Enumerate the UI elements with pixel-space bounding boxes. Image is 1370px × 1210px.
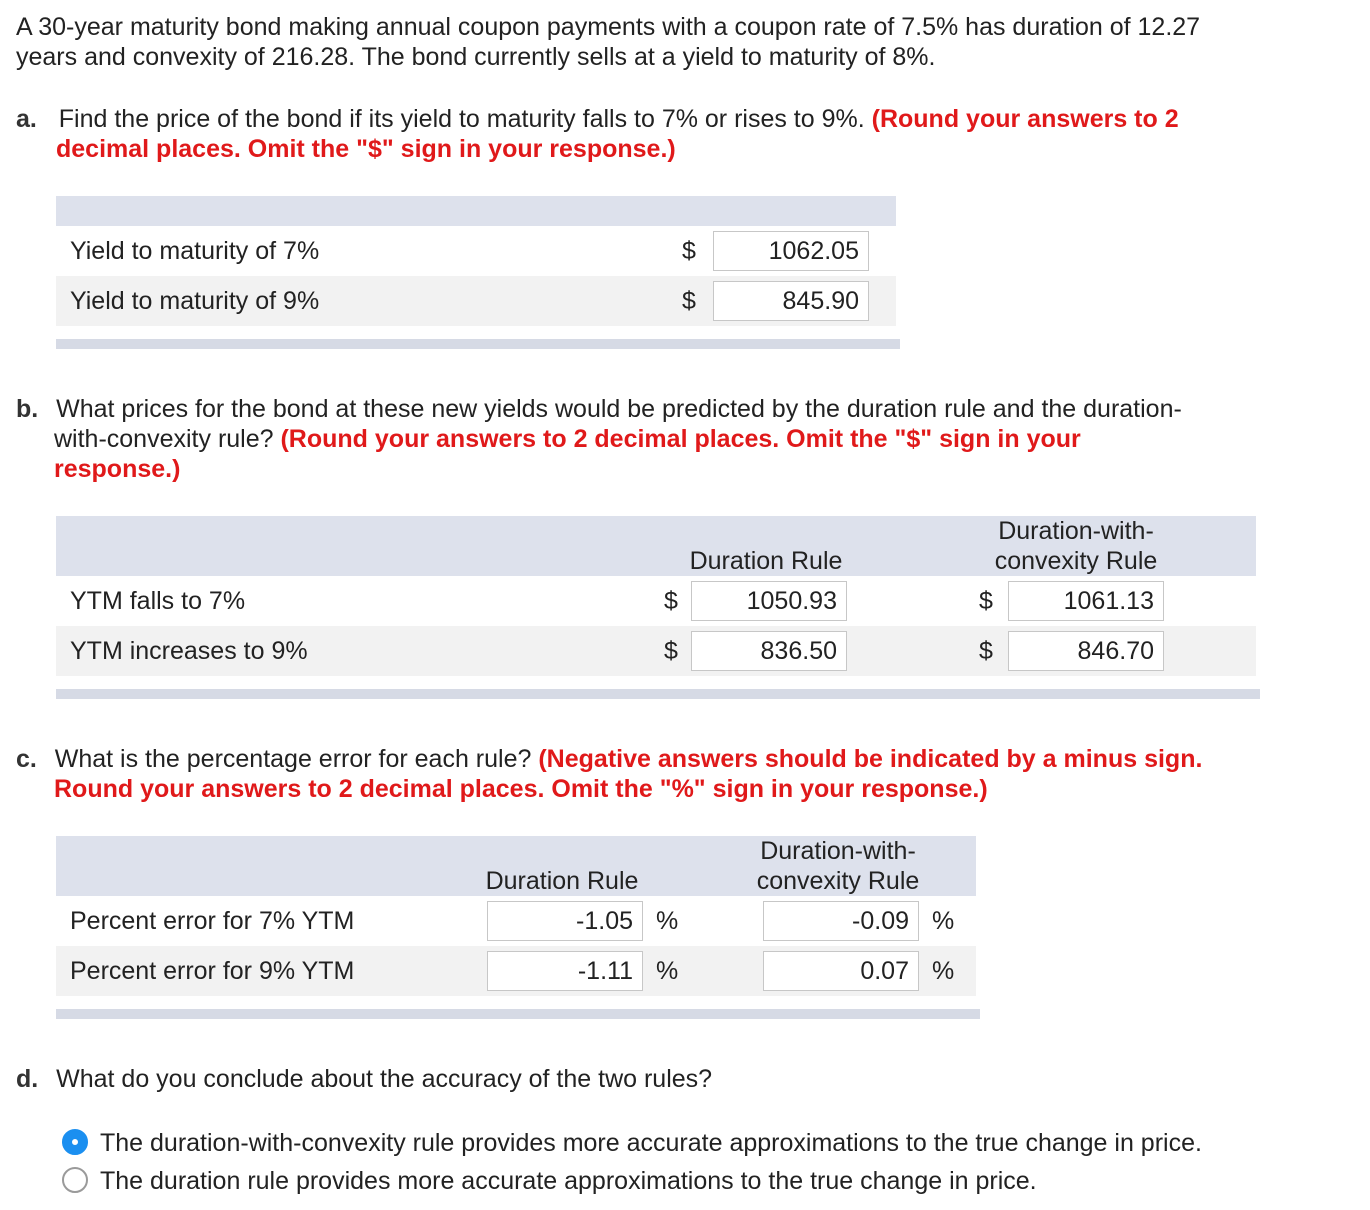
part-c-instruction-1: (Negative answers should be indicated by a minus sign. (538, 745, 1203, 773)
part-a-instruction-1: (Round your answers to 2 (871, 105, 1179, 133)
part-b-instruction-2: response.) (54, 455, 181, 483)
part-a-price-9-input[interactable]: 845.90 (713, 281, 869, 321)
part-b-instruction-1: (Round your answers to 2 decimal places. Omit the "$" sign in your (280, 425, 1081, 453)
part-b-col-convexity-1: Duration-with- (998, 517, 1154, 545)
part-d-question-text: What do you conclude about the accuracy of the two rules? (56, 1065, 713, 1093)
part-b-question-1 (16, 394, 1182, 424)
part-b-question-2 (54, 424, 1081, 454)
part-a-row-2-currency: $ (682, 287, 696, 315)
part-a-row-1-currency: $ (682, 237, 696, 265)
part-d-option-1[interactable] (62, 1128, 1262, 1162)
part-b-duration-9-input[interactable]: 836.50 (691, 631, 847, 671)
part-c-question (16, 744, 1202, 774)
part-a-question (16, 104, 1179, 134)
intro-line-2: years and convexity of 216.28. The bond currently sells at a yield to maturity of 8%. (16, 43, 936, 71)
part-a-letter: a. (16, 105, 37, 133)
part-b-table-footer (56, 689, 1260, 699)
part-b-row-1-currency-duration: $ (664, 587, 678, 615)
part-b-letter: b. (16, 395, 39, 423)
part-c-row-1-unit-convexity: % (932, 907, 955, 935)
part-c-col-convexity-1: Duration-with- (760, 837, 916, 865)
part-c-col-duration: Duration Rule (485, 867, 639, 895)
part-b-question-text-1: What prices for the bond at these new yields would be predicted by the duration rule and the duration- (56, 395, 1182, 423)
part-b-duration-7-input[interactable]: 1050.93 (691, 581, 847, 621)
part-c-row-2-label: Percent error for 9% YTM (70, 957, 355, 985)
part-a-row-1-label: Yield to maturity of 7% (70, 237, 320, 265)
part-b-row-2-currency-convexity: $ (979, 637, 993, 665)
part-c-question-text: What is the percentage error for each rule? (54, 745, 532, 773)
part-a-table-header (56, 196, 896, 226)
part-b-question-text-2: with-convexity rule? (54, 425, 274, 453)
part-b-col-convexity-2: convexity Rule (994, 547, 1158, 575)
part-c-row-1-unit-duration: % (656, 907, 679, 935)
part-c-convexity-9-input[interactable]: 0.07 (763, 951, 919, 991)
part-c-row-2-unit-duration: % (656, 957, 679, 985)
part-a-row-2-label: Yield to maturity of 9% (70, 287, 320, 315)
part-c-table-footer (56, 1009, 980, 1019)
part-a-price-7-input[interactable]: 1062.05 (713, 231, 869, 271)
part-b-row-1-currency-convexity: $ (979, 587, 993, 615)
part-c-row-2-unit-convexity: % (932, 957, 955, 985)
part-b-col-duration: Duration Rule (689, 547, 843, 575)
part-c-duration-7-input[interactable]: -1.05 (487, 901, 643, 941)
part-b-row-1-label: YTM falls to 7% (70, 587, 246, 615)
part-c-letter: c. (16, 745, 37, 773)
part-c-row-1-label: Percent error for 7% YTM (70, 907, 355, 935)
part-c-convexity-7-input[interactable]: -0.09 (763, 901, 919, 941)
part-d-question (16, 1064, 712, 1094)
part-b-row-2-currency-duration: $ (664, 637, 678, 665)
part-b-convexity-9-input[interactable]: 846.70 (1008, 631, 1164, 671)
intro-line-1: A 30-year maturity bond making annual coupon payments with a coupon rate of 7.5% has duration of 12.27 (16, 13, 1201, 41)
part-d-letter: d. (16, 1065, 39, 1093)
part-b-convexity-7-input[interactable]: 1061.13 (1008, 581, 1164, 621)
part-d-option-2[interactable] (62, 1166, 1262, 1200)
part-c-instruction-2: Round your answers to 2 decimal places. Omit the "%" sign in your response.) (54, 775, 988, 803)
radio-unselected-icon[interactable] (62, 1167, 88, 1193)
part-d-option-1-label: The duration-with-convexity rule provides more accurate approximations to the true change in price. (100, 1129, 1202, 1157)
part-a-question-text: Find the price of the bond if its yield to maturity falls to 7% or rises to 9%. (58, 105, 865, 133)
part-b-row-2-label: YTM increases to 9% (70, 637, 308, 665)
part-a-table-footer (56, 339, 900, 349)
part-c-col-convexity-2: convexity Rule (756, 867, 920, 895)
part-d-option-2-label: The duration rule provides more accurate approximations to the true change in price. (100, 1167, 1037, 1195)
part-a-instruction-2: decimal places. Omit the "$" sign in your response.) (56, 135, 676, 163)
radio-selected-icon[interactable] (62, 1129, 88, 1155)
part-c-duration-9-input[interactable]: -1.11 (487, 951, 643, 991)
